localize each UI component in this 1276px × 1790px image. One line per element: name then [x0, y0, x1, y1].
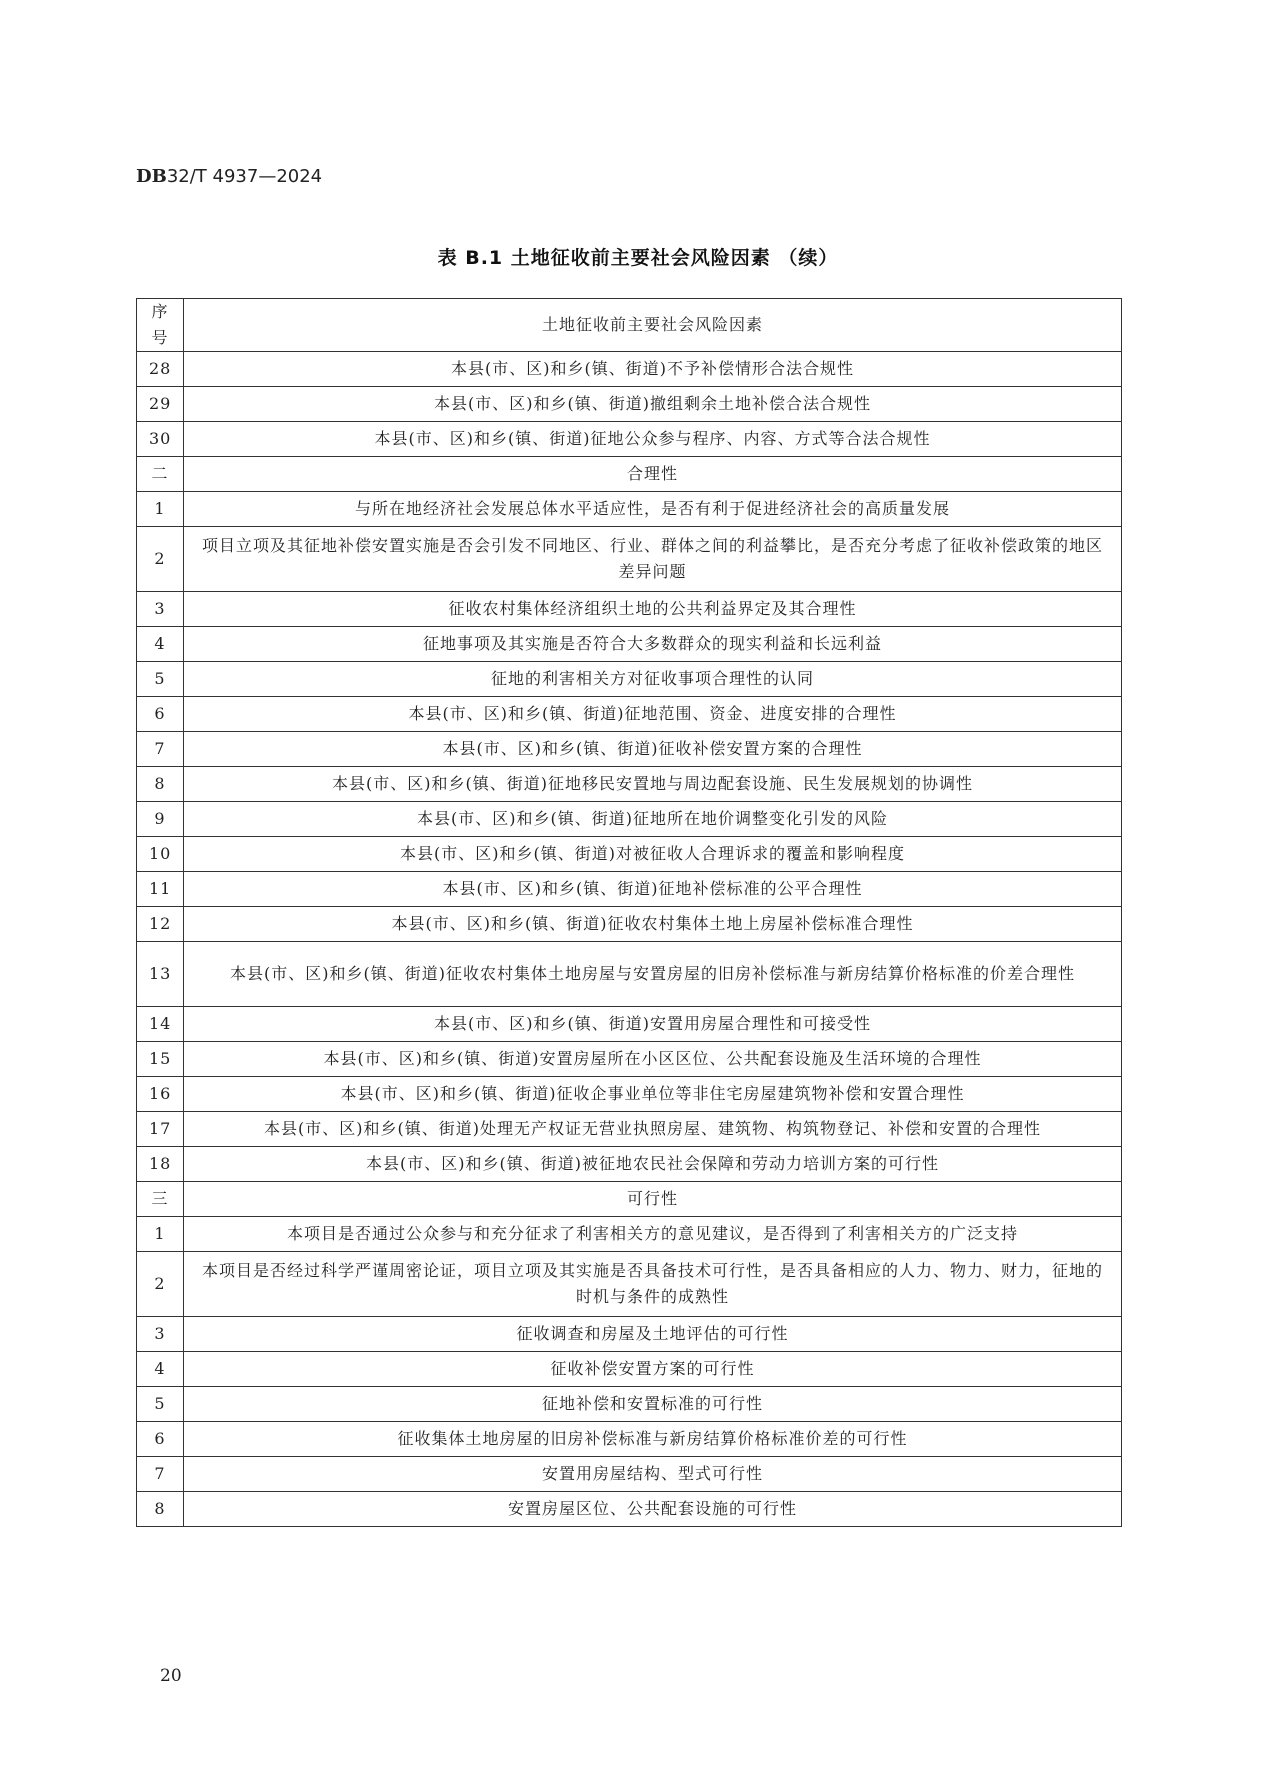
document-code-number: 32/T 4937—2024	[166, 166, 323, 187]
row-number-cell: 5	[137, 662, 184, 697]
row-number-cell: 11	[137, 872, 184, 907]
table-row	[137, 592, 1122, 627]
table-row	[137, 1182, 1122, 1217]
risk-factor-cell: 本县(市、区)和乡(镇、街道)撤组剩余土地补偿合法合规性	[184, 387, 1122, 422]
risk-factor-cell: 本县(市、区)和乡(镇、街道)征地所在地价调整变化引发的风险	[184, 802, 1122, 837]
table-row	[137, 1007, 1122, 1042]
risk-factor-cell: 本县(市、区)和乡(镇、街道)被征地农民社会保障和劳动力培训方案的可行性	[184, 1147, 1122, 1182]
risk-factor-cell: 本县(市、区)和乡(镇、街道)征收企事业单位等非住宅房屋建筑物补偿和安置合理性	[184, 1077, 1122, 1112]
row-number-cell: 7	[137, 1457, 184, 1492]
table-row	[137, 767, 1122, 802]
row-number-cell: 4	[137, 627, 184, 662]
risk-factor-cell: 征收调查和房屋及土地评估的可行性	[184, 1317, 1122, 1352]
table-row	[137, 492, 1122, 527]
risk-factor-cell: 本县(市、区)和乡(镇、街道)征地范围、资金、进度安排的合理性	[184, 697, 1122, 732]
risk-factor-cell: 本县(市、区)和乡(镇、街道)对被征收人合理诉求的覆盖和影响程度	[184, 837, 1122, 872]
table-row	[137, 802, 1122, 837]
table-row	[137, 1457, 1122, 1492]
row-number-cell: 2	[137, 1252, 184, 1317]
table-row	[137, 1077, 1122, 1112]
row-number-cell: 1	[137, 1217, 184, 1252]
table-row	[137, 387, 1122, 422]
table-title: 表 B.1 土地征收前主要社会风险因素 （续）	[437, 247, 839, 269]
risk-factor-cell: 安置用房屋结构、型式可行性	[184, 1457, 1122, 1492]
table-row	[137, 942, 1122, 1007]
row-number-cell: 8	[137, 767, 184, 802]
page-number: 20	[160, 1666, 182, 1686]
table-row	[137, 1252, 1122, 1317]
table-row	[137, 1317, 1122, 1352]
row-number-cell: 13	[137, 942, 184, 1007]
row-number-cell: 15	[137, 1042, 184, 1077]
row-number-cell: 三	[137, 1182, 184, 1217]
risk-factor-cell: 与所在地经济社会发展总体水平适应性，是否有利于促进经济社会的高质量发展	[184, 492, 1122, 527]
table-row	[137, 907, 1122, 942]
table-row	[137, 1147, 1122, 1182]
risk-factor-cell: 本县(市、区)和乡(镇、街道)安置房屋所在小区区位、公共配套设施及生活环境的合理性	[184, 1042, 1122, 1077]
row-number-cell: 1	[137, 492, 184, 527]
table-row	[137, 872, 1122, 907]
row-number-cell: 3	[137, 592, 184, 627]
row-number-cell: 8	[137, 1492, 184, 1527]
table-row	[137, 1112, 1122, 1147]
risk-factor-cell: 征地事项及其实施是否符合大多数群众的现实利益和长远利益	[184, 627, 1122, 662]
risk-factor-cell: 本县(市、区)和乡(镇、街道)安置用房屋合理性和可接受性	[184, 1007, 1122, 1042]
row-number-cell: 9	[137, 802, 184, 837]
table-row	[137, 422, 1122, 457]
risk-factor-cell: 本县(市、区)和乡(镇、街道)处理无产权证无营业执照房屋、建筑物、构筑物登记、补偿和安置的合理性	[184, 1112, 1122, 1147]
document-code	[136, 166, 322, 187]
risk-factor-cell: 本县(市、区)和乡(镇、街道)征地公众参与程序、内容、方式等合法合规性	[184, 422, 1122, 457]
risk-factor-cell: 本县(市、区)和乡(镇、街道)征收农村集体土地上房屋补偿标准合理性	[184, 907, 1122, 942]
risk-factor-cell: 本项目是否通过公众参与和充分征求了利害相关方的意见建议，是否得到了利害相关方的广泛支持	[184, 1217, 1122, 1252]
row-number-cell: 14	[137, 1007, 184, 1042]
table-row	[137, 1492, 1122, 1527]
row-number-cell: 二	[137, 457, 184, 492]
table-header-row	[137, 299, 1122, 352]
table-row	[137, 662, 1122, 697]
risk-factor-cell: 项目立项及其征地补偿安置实施是否会引发不同地区、行业、群体之间的利益攀比，是否充分考虑了征收补偿政策的地区差异问题	[184, 527, 1122, 592]
table-row	[137, 837, 1122, 872]
table-row	[137, 352, 1122, 387]
risk-factor-cell: 征地的利害相关方对征收事项合理性的认同	[184, 662, 1122, 697]
row-number-cell: 5	[137, 1387, 184, 1422]
risk-factor-cell: 征收集体土地房屋的旧房补偿标准与新房结算价格标准价差的可行性	[184, 1422, 1122, 1457]
table-row	[137, 1217, 1122, 1252]
risk-factor-cell: 本项目是否经过科学严谨周密论证，项目立项及其实施是否具备技术可行性，是否具备相应的人力、物力、财力，征地的时机与条件的成熟性	[184, 1252, 1122, 1317]
risk-factor-cell: 本县(市、区)和乡(镇、街道)征地补偿标准的公平合理性	[184, 872, 1122, 907]
row-number-cell: 6	[137, 697, 184, 732]
risk-factor-cell: 征收补偿安置方案的可行性	[184, 1352, 1122, 1387]
row-number-cell: 29	[137, 387, 184, 422]
row-number-cell: 6	[137, 1422, 184, 1457]
risk-factor-cell: 征收农村集体经济组织土地的公共利益界定及其合理性	[184, 592, 1122, 627]
row-number-cell: 17	[137, 1112, 184, 1147]
table-row	[137, 457, 1122, 492]
row-number-cell: 10	[137, 837, 184, 872]
risk-factor-cell: 本县(市、区)和乡(镇、街道)征地移民安置地与周边配套设施、民生发展规划的协调性	[184, 767, 1122, 802]
table-row	[137, 1387, 1122, 1422]
risk-factor-cell: 本县(市、区)和乡(镇、街道)征收农村集体土地房屋与安置房屋的旧房补偿标准与新房结算价格标准的价差合理性	[184, 942, 1122, 1007]
row-number-cell: 18	[137, 1147, 184, 1182]
table-row	[137, 527, 1122, 592]
risk-factor-cell: 本县(市、区)和乡(镇、街道)征收补偿安置方案的合理性	[184, 732, 1122, 767]
table-row	[137, 1352, 1122, 1387]
header-cell-number: 序号	[137, 299, 184, 352]
row-number-cell: 3	[137, 1317, 184, 1352]
risk-factor-cell: 本县(市、区)和乡(镇、街道)不予补偿情形合法合规性	[184, 352, 1122, 387]
row-number-cell: 4	[137, 1352, 184, 1387]
row-number-cell: 30	[137, 422, 184, 457]
table-row	[137, 697, 1122, 732]
table-row	[137, 627, 1122, 662]
row-number-cell: 2	[137, 527, 184, 592]
table-row	[137, 732, 1122, 767]
risk-factor-cell: 安置房屋区位、公共配套设施的可行性	[184, 1492, 1122, 1527]
header-cell-factor: 土地征收前主要社会风险因素	[184, 299, 1122, 352]
row-number-cell: 7	[137, 732, 184, 767]
risk-factor-cell: 可行性	[184, 1182, 1122, 1217]
table-row	[137, 1422, 1122, 1457]
document-code-prefix: DB	[136, 166, 167, 187]
row-number-cell: 16	[137, 1077, 184, 1112]
row-number-cell: 28	[137, 352, 184, 387]
risk-factors-table	[136, 298, 1122, 1527]
risk-factor-cell: 征地补偿和安置标准的可行性	[184, 1387, 1122, 1422]
risk-factors-table-body	[137, 299, 1122, 1527]
risk-factor-cell: 合理性	[184, 457, 1122, 492]
row-number-cell: 12	[137, 907, 184, 942]
table-row	[137, 1042, 1122, 1077]
